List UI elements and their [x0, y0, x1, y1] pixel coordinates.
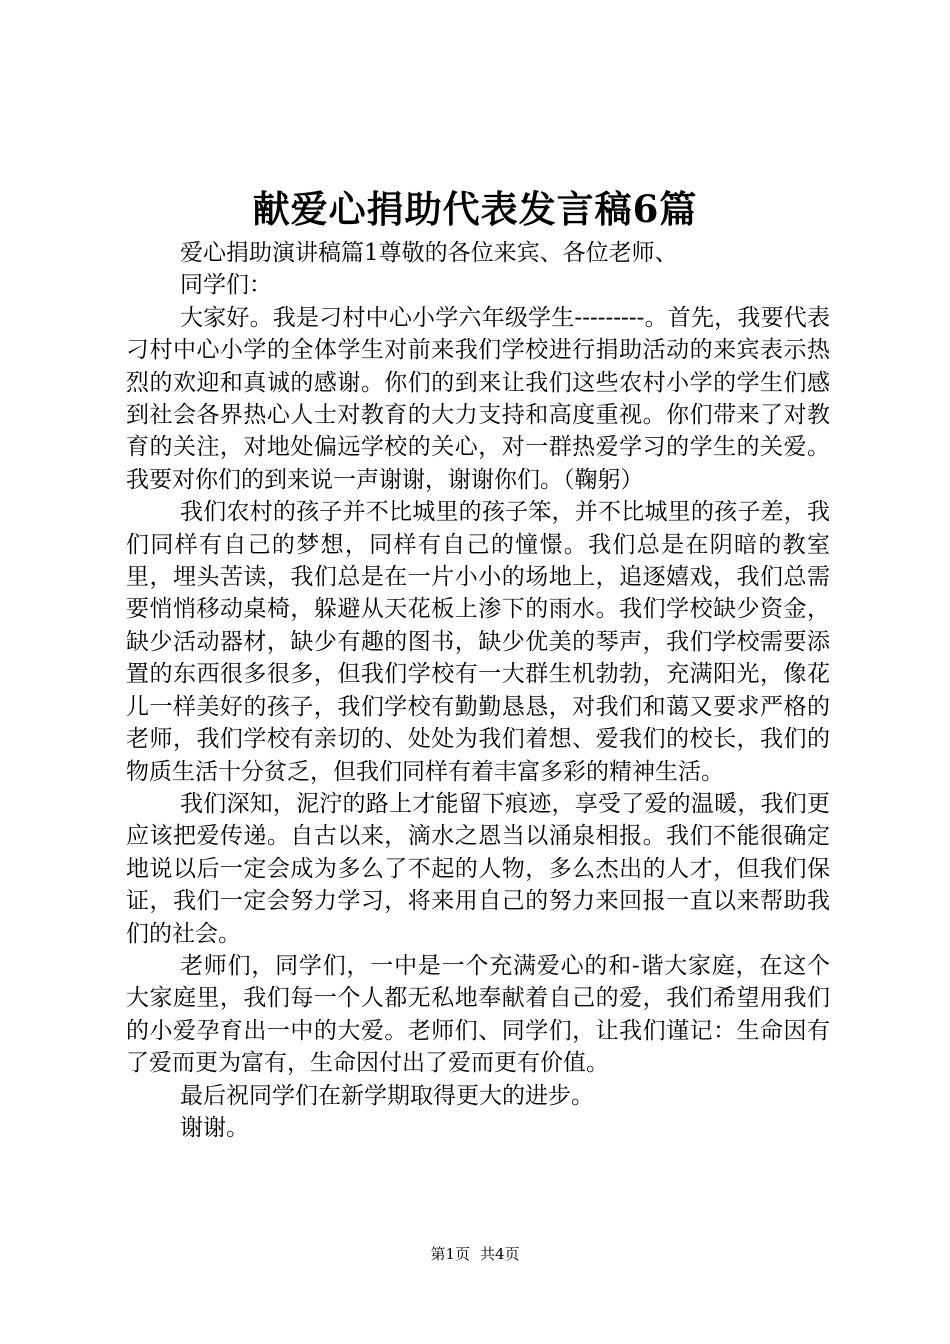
page-number: 第1页 [430, 1245, 470, 1263]
paragraph-intro: 大家好。我是刁村中心小学六年级学生---------。首先，我要代表刁村中心小学的全体学生对前来我们学校进行捐助活动的来宾表示热烈的欢迎和真诚的感谢。你们的到来让我们这些农村小学的学生们感到社会各界热心人士对教育的大力支持和高度重视。你们带来了对教育的关注，对地处偏远学校的关心，对一群热爱学习的学生的关爱。我要对你们的到来说一声谢谢，谢谢你们。（鞠躬） [126, 304, 830, 493]
paragraph-gratitude: 我们深知，泥泞的路上才能留下痕迹，享受了爱的温暖，我们更应该把爱传递。自古以来，滴水之恩当以涌泉相报。我们不能很确定地说以后一定会成为多么了不起的人物，多么杰出的人才，但我们保证，我们一定会努力学习，将来用自己的努力来回报一直以来帮助我们的社会。 [126, 790, 830, 947]
page-total: 共4页 [480, 1245, 520, 1263]
document-body [126, 237, 830, 1144]
page-footer [0, 1243, 950, 1265]
paragraph-wishes: 最后祝同学们在新学期取得更大的进步。 [180, 1082, 594, 1109]
page-title: 献爱心捐助代表发言稿6篇 [252, 187, 698, 231]
paragraph-village-children: 我们农村的孩子并不比城里的孩子笨，并不比城里的孩子差，我们同样有自己的梦想，同样有自己的憧憬。我们总是在阴暗的教室里，埋头苦读，我们总是在一片小小的场地上，追逐嬉戏，我们总需要悄悄移动桌椅，躲避从天花板上渗下的雨水。我们学校缺少资金，缺少活动器材，缺少有趣的图书，缺少优美的琴声，我们学校需要添置的东西很多很多，但我们学校有一大群生机勃勃，充满阳光，像花儿一样美好的孩子，我们学校有勤勤恳恳，对我们和蔼又要求严格的老师，我们学校有亲切的、处处为我们着想、爱我们的校长，我们的物质生活十分贫乏，但我们同样有着丰富多彩的精神生活。 [126, 499, 830, 785]
paragraph-school-family: 老师们，同学们，一中是一个充满爱心的和-谐大家庭，在这个大家庭里，我们每一个人都无私地奉献着自己的爱，我们希望用我们的小爱孕育出一中的大爱。老师们、同学们，让我们谨记：生命因有了爱而更为富有，生命因付出了爱而更有价值。 [126, 952, 830, 1077]
paragraph-thanks: 谢谢。 [180, 1114, 249, 1141]
paragraph-greeting: 爱心捐助演讲稿篇1尊敬的各位来宾、各位老师、 [180, 240, 678, 266]
paragraph-salutation: 同学们： [180, 272, 272, 299]
